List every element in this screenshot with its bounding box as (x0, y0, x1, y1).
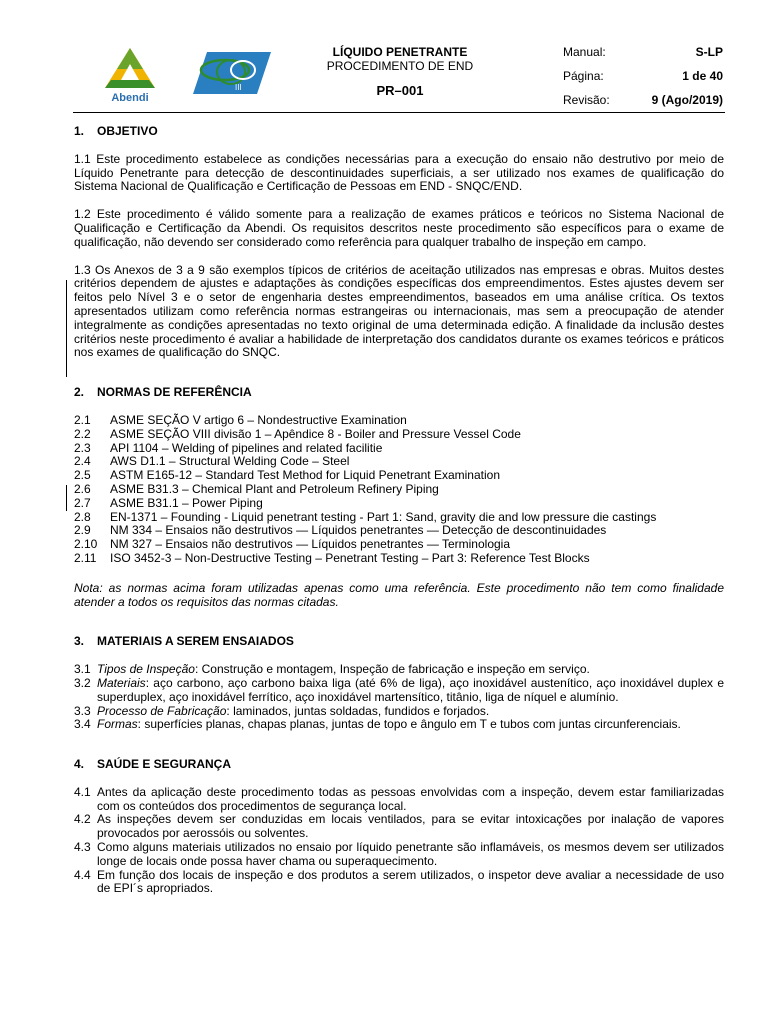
item-text: Em função dos locais de inspeção e dos produtos a serem utilizados, o inspetor deve avaliar a necessidade de uso de EPI´s apropriados. (97, 867, 724, 896)
item-number: 2.11 (74, 550, 97, 565)
list-item (74, 813, 724, 841)
header-divider (73, 112, 725, 113)
item-number: 3.4 (74, 717, 91, 732)
list-item (74, 705, 724, 719)
section-title: SAÚDE E SEGURANÇA (97, 757, 232, 772)
abendi-logo-text: Abendi (111, 92, 149, 104)
meta-value: 9 (Ago/2019) (651, 93, 723, 107)
item-number: 2.3 (74, 440, 91, 455)
item-number: 2.5 (74, 468, 91, 483)
list-item (74, 511, 724, 525)
item-text: AWS D1.1 – Structural Welding Code – Steel (110, 454, 350, 469)
section-number: 1. (74, 124, 85, 138)
item-number: 4.3 (74, 840, 91, 855)
section-number: 4. (74, 757, 85, 772)
item-text: ASME SEÇÃO VIII divisão 1 – Apêndice 8 - Boiler and Pressure Vessel Code (110, 426, 521, 441)
item-number: 2.6 (74, 481, 91, 496)
item-text: : laminados, juntas soldadas, fundidos e forjados. (226, 703, 490, 718)
list-item (74, 663, 724, 677)
list-item (74, 483, 724, 497)
section-number: 2. (74, 385, 85, 400)
meta-label: Página: (563, 69, 604, 83)
meta-revision (563, 88, 723, 112)
list-item (74, 469, 724, 483)
item-text: ASME B31.1 – Power Piping (110, 495, 263, 510)
list-item (74, 718, 724, 732)
item-number: 2.8 (74, 509, 91, 524)
svg-text:III: III (235, 83, 242, 92)
item-number: 3.3 (74, 703, 91, 718)
list-item (74, 414, 724, 428)
section-title: OBJETIVO (97, 124, 158, 138)
meta-value: 1 de 40 (682, 69, 723, 83)
item-text: As inspeções devem ser conduzidas em locais ventilados, para se evitar intoxicações por inalação de vapores provocados por aerossóis ou solventes. (97, 812, 724, 841)
item-text: : Construção e montagem, Inspeção de fabricação e inspeção em serviço. (194, 662, 590, 677)
item-lead: Materiais (97, 675, 146, 690)
abendi-triangle-icon (99, 44, 161, 94)
meta-page (563, 64, 723, 88)
item-number: 2.2 (74, 426, 91, 441)
item-lead: Formas (97, 717, 138, 732)
item-text: Como alguns materiais utilizados no ensaio por líquido penetrante são inflamáveis, os mesmos devem ser utilizados longe de locais onde possa haver chama ou superaquecimento. (97, 840, 724, 868)
reference-note: Nota: as normas acima foram utilizadas apenas como uma referência. Este procedimento não tem como finalidade atender a todos os requisitos das normas citadas. (74, 580, 724, 609)
paragraph: 1.3 Os Anexos de 3 a 9 são exemplos típicos de critérios de aceitação utilizados nas empresas e obras. Muitos destes critérios dependem de ajustes e adaptações às condições específicas dos empreendimentos. Estes ajustes devem ser feitos pelo Nível 3 e o setor de engenharia destes empreendimentos, baseados em uma análise crítica. Os textos apresentados utilizam como referência normas estrangeiras ou internacionais, mas sem a preocupação de atender integralmente as condições apresentadas no texto original de uma determinada edição. A finalidade da inclusão destes critérios neste procedimento é avaliar a habilidade de interpretação dos candidatos durante os exames teóricos e práticos nos exames de qualificação do SNQC. (74, 262, 724, 360)
item-number: 4.2 (74, 812, 91, 827)
list-item (74, 677, 724, 705)
item-number: 2.9 (74, 523, 91, 538)
document-title: LÍQUIDO PENETRANTE (332, 45, 468, 59)
list-item (74, 552, 724, 566)
item-number: 4.1 (74, 784, 91, 799)
document-subtitle: PROCEDIMENTO DE END (326, 59, 474, 73)
item-text: : superfícies planas, chapas planas, juntas de topo e ângulo em T e tubos com juntas circunferenciais. (137, 717, 681, 732)
list-item (74, 524, 724, 538)
revision-change-bar (66, 280, 67, 377)
item-lead: Processo de Fabricação (97, 703, 227, 718)
list-item (74, 786, 724, 814)
list-item (74, 497, 724, 511)
list-item (74, 869, 724, 897)
document-code: PR–001 (376, 83, 424, 98)
item-number: 2.1 (74, 412, 91, 427)
section-heading (74, 758, 724, 772)
item-text: Antes da aplicação deste procedimento todas as pessoas envolvidas com a inspeção, devem estar familiarizadas com os conteúdos dos procedimentos de segurança local. (97, 784, 724, 813)
document-title-block (305, 45, 495, 98)
item-text: : aço carbono, aço carbono baixa liga (até 6% de liga), aço inoxidável austenítico, aço inoxidável duplex e superduplex, aço inoxidável ferrítico, aço inoxidável martensítico, titânio, liga de níquel e alumínio. (97, 675, 724, 704)
meta-manual (563, 40, 723, 64)
qc-logo-icon (191, 50, 273, 96)
materials-list (74, 663, 724, 732)
list-item (74, 455, 724, 469)
item-number: 3.1 (74, 662, 91, 677)
item-number: 4.4 (74, 867, 91, 882)
document-body (74, 125, 724, 896)
item-text: ASME B31.3 – Chemical Plant and Petroleum Refinery Piping (110, 481, 439, 496)
list-item (74, 841, 724, 869)
document-meta (563, 40, 723, 112)
item-text: ASTM E165-12 – Standard Test Method for Liquid Penetrant Examination (110, 468, 501, 483)
paragraph: 1.1 Este procedimento estabelece as condições necessárias para a execução do ensaio não destrutivo por meio de Líquido Penetrante para detecção de descontinuidades superficiais, a ser utilizado nos exames de qualificação do Sistema Nacional de Qualificação e Certificação de Pessoas em END - SNQC/END. (74, 151, 724, 194)
list-item (74, 442, 724, 456)
paragraph: 1.2 Este procedimento é válido somente para a realização de exames práticos e teóricos no Sistema Nacional de Qualificação e Certificação da Abendi. Os requisitos descritos neste procedimento são específicos para o exame de qualificação, não devendo ser considerado como referência para qualquer trabalho de inspeção em campo. (74, 207, 724, 249)
section-heading (74, 386, 724, 400)
list-item (74, 538, 724, 552)
item-text: NM 327 – Ensaios não destrutivos — Líquidos penetrantes — Terminologia (110, 537, 511, 552)
reference-list (74, 414, 724, 566)
item-text: ISO 3452-3 – Non-Destructive Testing – Penetrant Testing – Part 3: Reference Test Blocks (110, 550, 590, 565)
revision-change-bar (66, 485, 67, 511)
safety-list (74, 786, 724, 896)
section-heading (74, 125, 724, 139)
item-text: EN-1371 – Founding - Liquid penetrant testing - Part 1: Sand, gravity die and low pressure die castings (110, 509, 657, 524)
section-heading (74, 635, 724, 649)
section-title: MATERIAIS A SEREM ENSAIADOS (97, 634, 294, 649)
item-text: ASME SEÇÃO V artigo 6 – Nondestructive Examination (110, 412, 407, 427)
item-number: 2.4 (74, 454, 91, 469)
meta-label: Manual: (563, 45, 606, 59)
item-number: 2.7 (74, 495, 91, 510)
section-title: NORMAS DE REFERÊNCIA (97, 385, 252, 400)
abendi-logo (99, 44, 161, 106)
document-header (73, 36, 725, 112)
section-number: 3. (74, 634, 85, 649)
item-lead: Tipos de Inspeção (97, 662, 195, 677)
item-text: API 1104 – Welding of pipelines and related facilitie (110, 440, 383, 455)
meta-value: S-LP (695, 45, 723, 59)
list-item (74, 428, 724, 442)
item-number: 3.2 (74, 675, 91, 690)
item-text: NM 334 – Ensaios não destrutivos — Líquidos penetrantes — Detecção de descontinuidades (110, 523, 607, 538)
item-number: 2.10 (74, 537, 98, 552)
qualification-logo (191, 50, 273, 96)
meta-label: Revisão: (563, 93, 610, 107)
